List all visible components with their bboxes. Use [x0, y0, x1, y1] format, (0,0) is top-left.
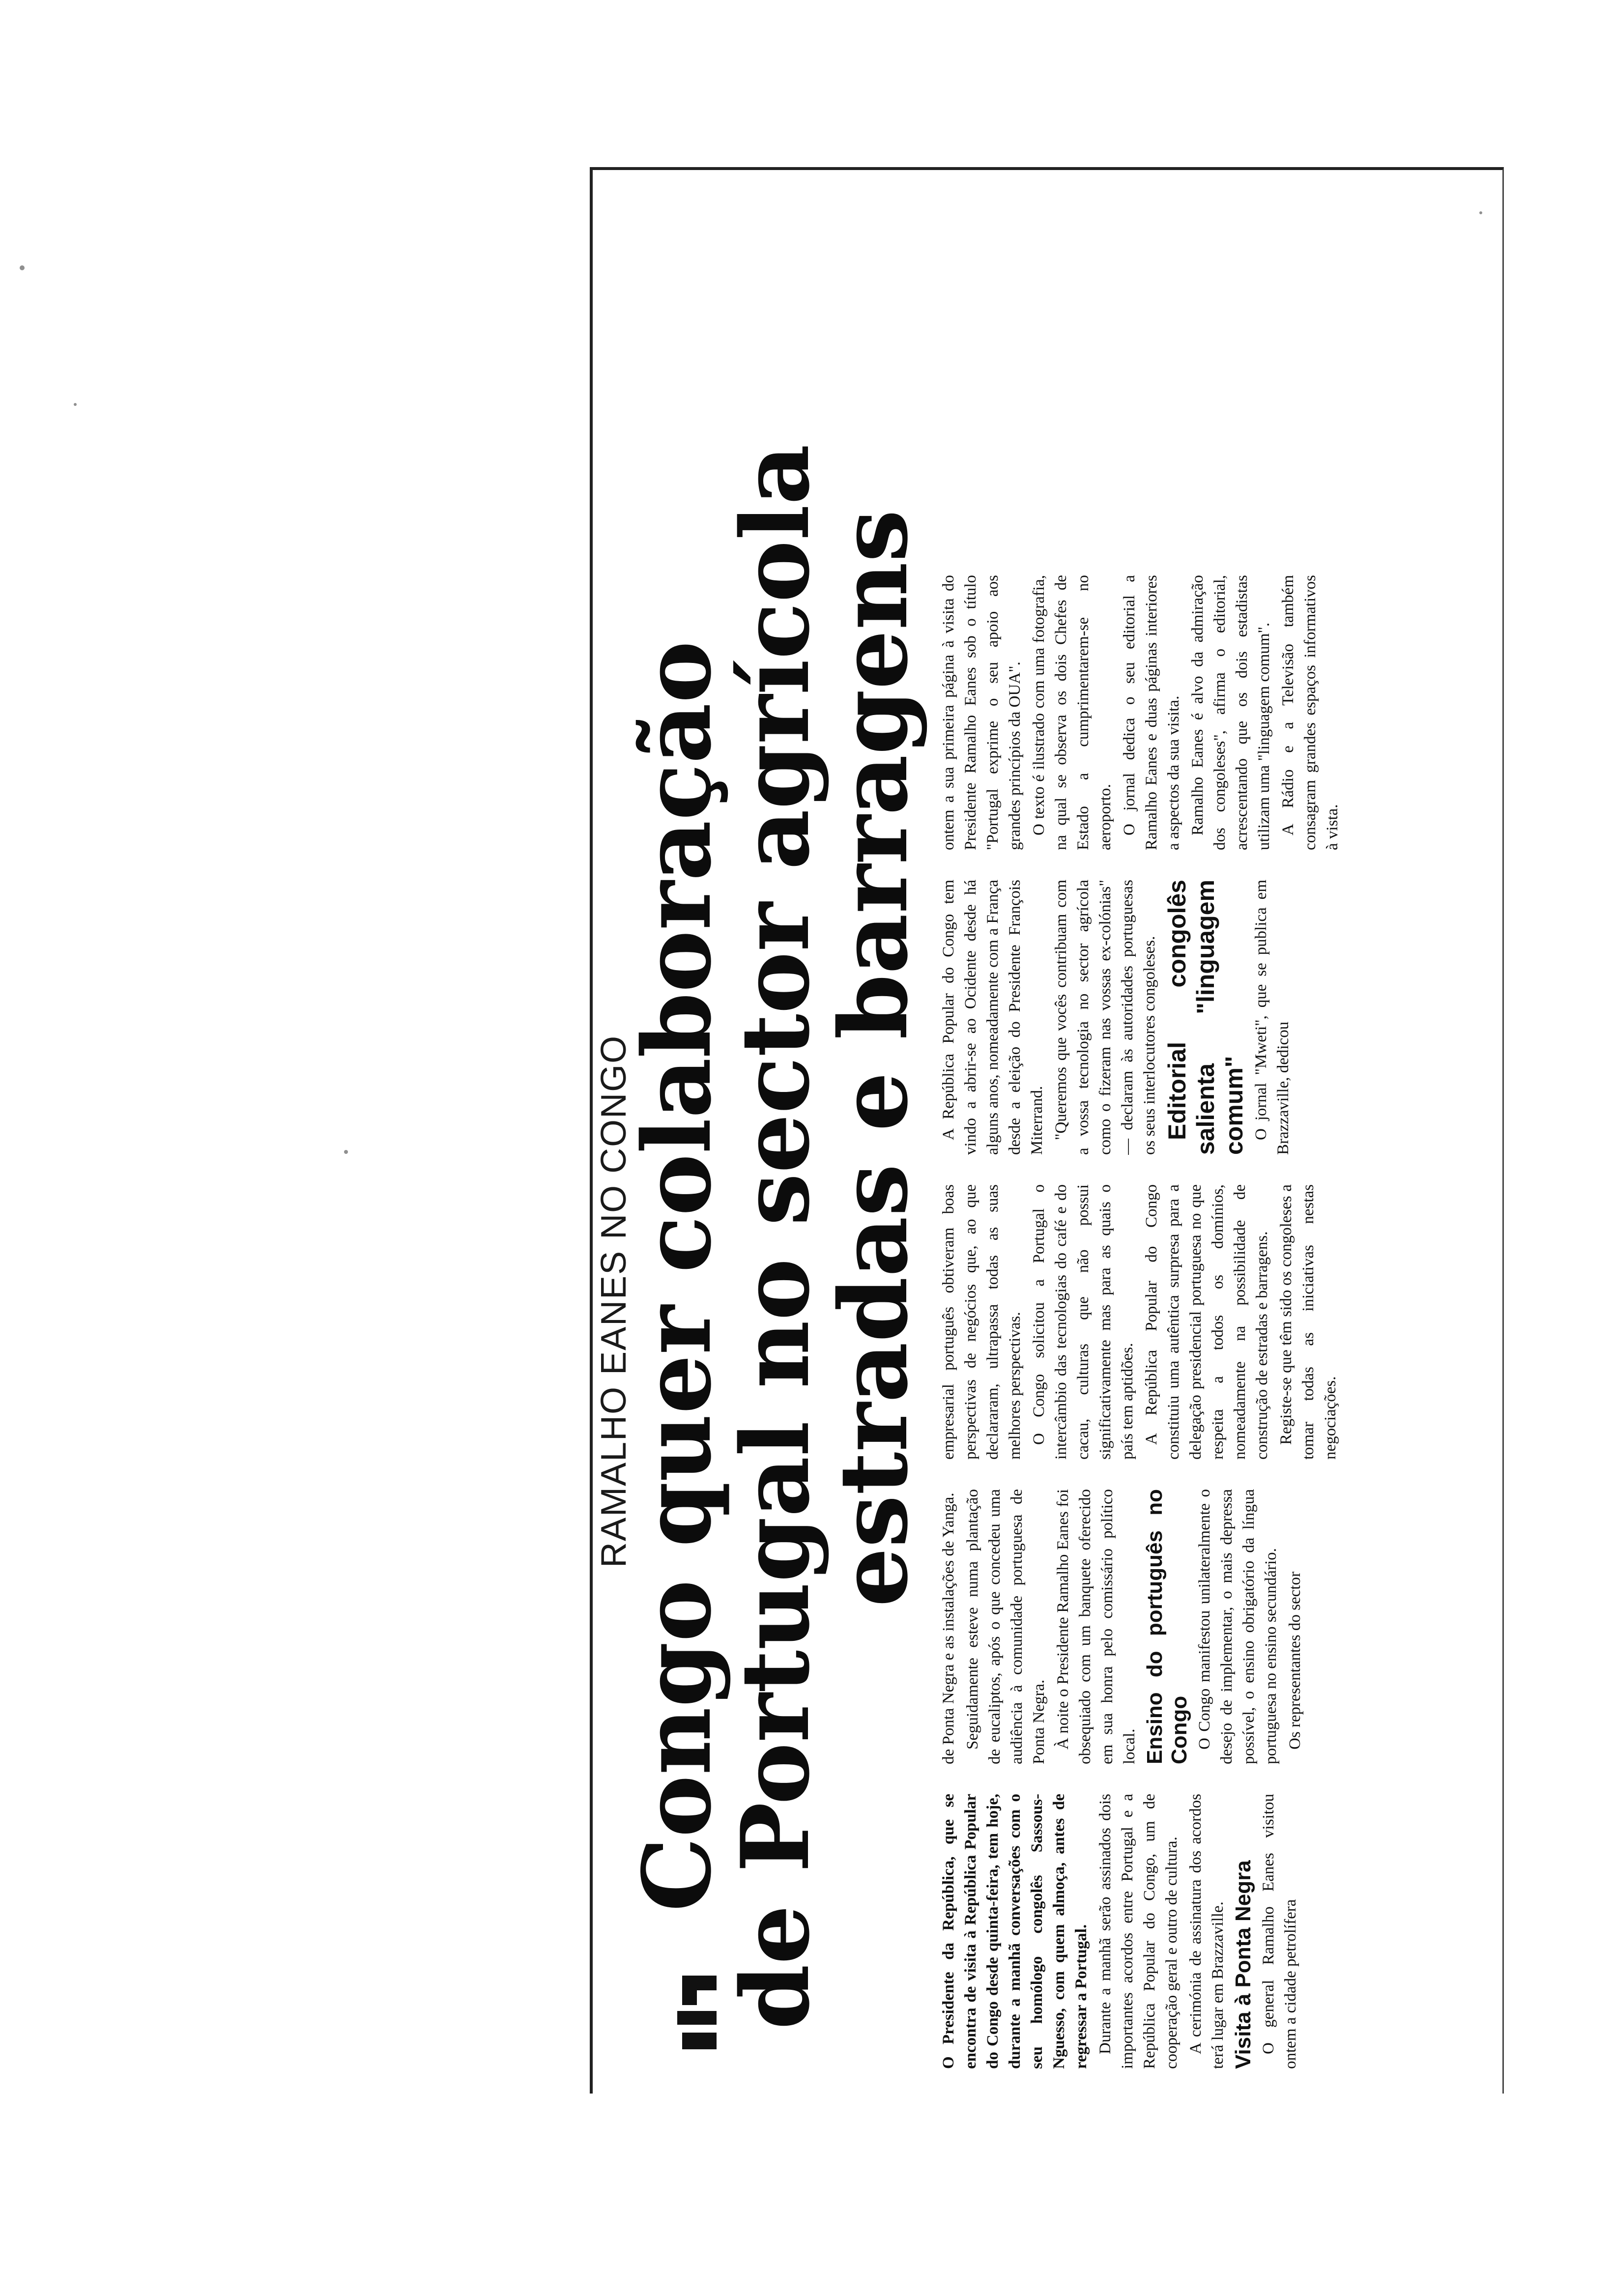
article-paragraph: Seguidamente esteve numa plantação de eucaliptos, após o que concedeu uma audiência à comunidade portuguesa de Ponta Negra.: [964, 1489, 1048, 1764]
article-paragraph: A cerimónia de assinatura dos acordos terá lugar em Brazzaville.: [1187, 1794, 1227, 2069]
article-paragraph: À noite o Presidente Ramalho Eanes foi obsequiado com um banquete oferecido em sua honra pelo comissário político local.: [1054, 1489, 1138, 1764]
article-paragraph: "Queremos que vocês contribuam com a vossa tecnologia no sector agrícola como o fizeram nas vossas ex-colónias" — declaram às autoridades portuguesas os seus interlocutores congoleses.: [1052, 880, 1158, 1155]
scan-speck: [344, 1150, 348, 1154]
article-column-2: [938, 1489, 1493, 1764]
article-kicker: RAMALHO EANES NO CONGO: [594, 1034, 633, 1568]
headline-line-3: estradas e barragens: [819, 509, 928, 1607]
article-column-3: [938, 1184, 1493, 1460]
scan-speck: [20, 265, 25, 270]
article-paragraph: Durante a manhã serão assinados dois importantes acordos entre Portugal e a República Popular do Congo, um de cooperação geral e outro de cultura.: [1096, 1794, 1180, 2069]
article-headline: [622, 192, 928, 2059]
article-paragraph: A República Popular do Congo tem vindo a abrir-se ao Ocidente desde há alguns anos, nomeadamente com a França desde a eleição do Presidente François Miterrand.: [940, 880, 1046, 1155]
article-paragraph: Os representantes do sector: [1286, 1572, 1304, 1750]
article-paragraph: O general Ramalho Eanes visitou ontem a cidade petrolífera: [1260, 1794, 1299, 2069]
section-subhead: Ensino do português no Congo: [1143, 1489, 1191, 1764]
article-paragraph: O texto é ilustrado com uma fotografia, na qual se observa os dois Chefes de Estado a cumprimentarem-se no aeroporto.: [1030, 575, 1114, 850]
article-paragraph: O jornal "Mweti", que se publica em Brazzaville, dedicou: [1252, 880, 1292, 1155]
headline-line-2: de Portugal no sector agrícola: [720, 444, 830, 2030]
article-paragraph: O Congo manifestou unilateralmente o desejo de implementar, o mais depressa possível, o ensino obrigatório da língua portuguesa no ensino secundário.: [1196, 1489, 1280, 1764]
article-paragraph: O jornal dedica o seu editorial a Ramalho Eanes e duas páginas interiores a aspectos da sua visita.: [1121, 575, 1182, 850]
article-columns: [938, 182, 1493, 2069]
article-lead-paragraph: O Presidente da República, que se encontra de visita à República Popular do Congo desde quinta-feira, tem hoje, durante a manhã conversações com o seu homólogo congolês Sassous-Nguesso, com quem almoça, antes de regressar a Portugal.: [940, 1794, 1090, 2069]
scan-speck: [74, 403, 77, 406]
article-paragraph: Ramalho Eanes é alvo da admiração dos congoleses", afirma o editorial, acrescentando que os dois estadistas utilizam uma "linguagem comum".: [1189, 575, 1273, 850]
section-subhead: Visita à Ponta Negra: [1231, 1860, 1255, 2069]
article-paragraph: ontem a sua primeira página à visita do Presidente Ramalho Eanes sob o título "Portugal exprime o seu apoio aos grandes princípios da OUA".: [940, 575, 1024, 850]
article-column-1: [938, 1794, 1493, 2069]
article-paragraph: A Rádio e a Televisão também consagram grandes espaços informativos à vista.: [1279, 575, 1341, 850]
article-paragraph: O Congo solicitou a Portugal o intercâmbio das tecnologias do café e do cacau, culturas que não possui significativamente mas para as quais o país tem aptidões.: [1030, 1184, 1136, 1460]
article-paragraph: A República Popular do Congo constituiu uma autêntica surpresa para a delegação presidencial portuguesa no que respeita a todos os domínios, nomeadamente na possibilidade de construção de estradas e barragens.: [1143, 1184, 1271, 1460]
section-subhead: Editorial congolês salienta "linguagem comum": [1163, 880, 1248, 1155]
newspaper-clipping: [594, 172, 1498, 2089]
article-column-5: [938, 575, 1493, 850]
article-column-4: [938, 880, 1493, 1155]
headline-line-1: Congo quer colaboração: [622, 641, 732, 1912]
article-paragraph: empresarial português obtiveram boas perspectivas de negócios que, ao que declararam, ultrapassa todas as suas melhores perspectivas.: [940, 1184, 1024, 1460]
article-paragraph: Registe-se que têm sido os congoleses a tomar todas as iniciativas nestas negociações.: [1277, 1184, 1339, 1460]
article-paragraph: de Ponta Negra e as instalações de Yanga.: [940, 1492, 957, 1764]
